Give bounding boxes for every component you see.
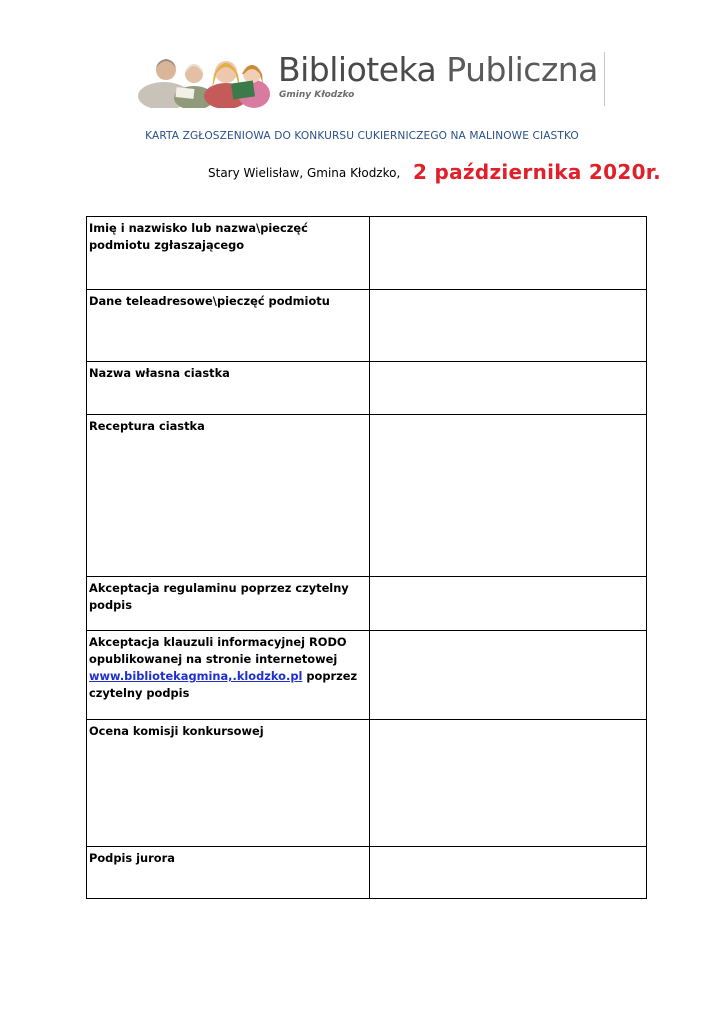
logo-title: [278, 52, 598, 88]
form-field[interactable]: [370, 847, 647, 899]
table-row: [87, 577, 647, 631]
form-label: Akceptacja regulaminu poprzez czytelny podpis: [87, 577, 370, 631]
library-logo: [136, 50, 608, 108]
table-row: [87, 290, 647, 362]
form-field[interactable]: [370, 631, 647, 720]
form-label-rodo: [87, 631, 370, 720]
logo-title-word-2: Publiczna: [446, 50, 598, 89]
form-field[interactable]: [370, 415, 647, 577]
form-field[interactable]: [370, 577, 647, 631]
logo-subtitle: Gminy Kłodzko: [279, 90, 355, 100]
rodo-text-2: poprzez czytelny podpis: [89, 669, 358, 700]
table-row: [87, 415, 647, 577]
form-field[interactable]: [370, 720, 647, 847]
form-field[interactable]: [370, 217, 647, 290]
form-label: Imię i nazwisko lub nazwa\pieczęć podmiotu zgłaszającego: [87, 217, 370, 290]
table-row: [87, 847, 647, 899]
form-label: Receptura ciastka: [87, 415, 370, 577]
logo-title-word-1: Biblioteka: [278, 50, 437, 89]
table-row: [87, 631, 647, 720]
form-field[interactable]: [370, 290, 647, 362]
date-text: 2 października 2020r.: [413, 160, 661, 184]
table-row: [87, 217, 647, 290]
library-website-link[interactable]: www.bibliotekagmina,.klodzko.pl: [89, 669, 303, 683]
form-label: Podpis jurora: [87, 847, 370, 899]
document-title: KARTA ZGŁOSZENIOWA DO KONKURSU CUKIERNICZEGO NA MALINOWE CIASTKO: [145, 130, 579, 142]
form-label: Dane teleadresowe\pieczęć podmiotu: [87, 290, 370, 362]
place-text: Stary Wielisław, Gmina Kłodzko,: [208, 166, 401, 180]
logo-divider: [604, 52, 605, 106]
logo-photo-readers: [136, 52, 270, 108]
application-form-table: [86, 216, 647, 899]
form-label: Nazwa własna ciastka: [87, 362, 370, 415]
table-row: [87, 720, 647, 847]
form-label: Ocena komisji konkursowej: [87, 720, 370, 847]
rodo-text-1: Akceptacja klauzuli informacyjnej RODO opublikowanej na stronie internetowej: [89, 635, 347, 666]
form-field[interactable]: [370, 362, 647, 415]
table-row: [87, 362, 647, 415]
